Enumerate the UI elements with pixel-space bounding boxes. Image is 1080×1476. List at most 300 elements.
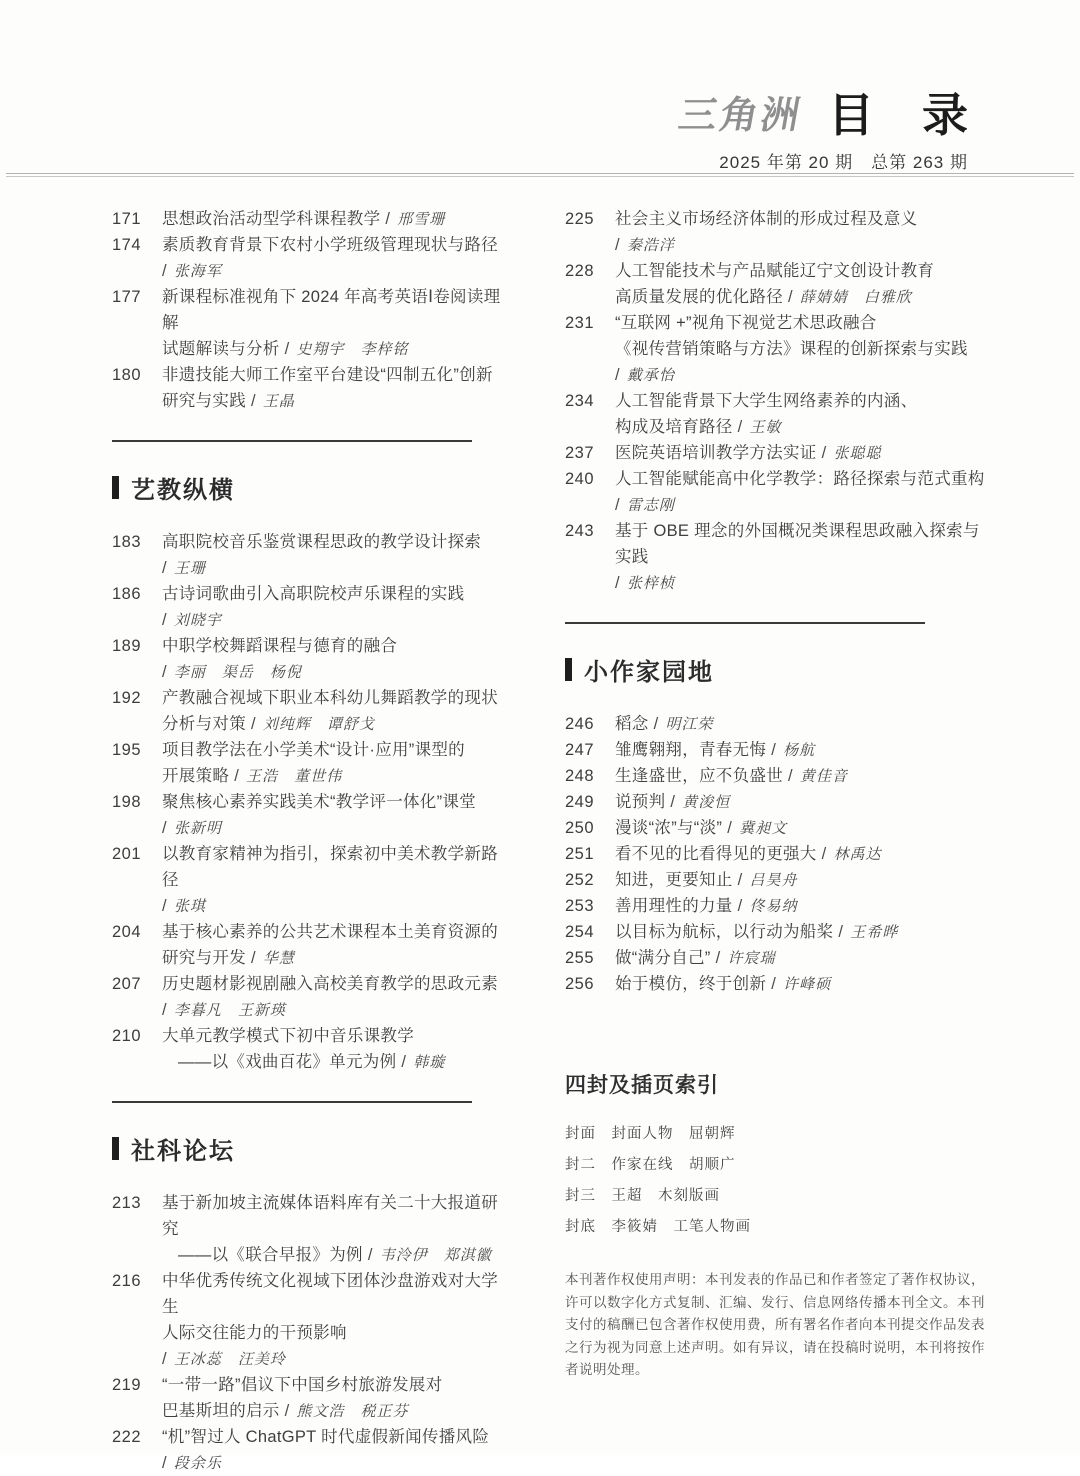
entry-page-number: 201 bbox=[112, 845, 142, 863]
entry-line bbox=[162, 206, 508, 232]
toc-entry bbox=[565, 841, 985, 867]
entry-title: 高职院校音乐鉴赏课程思政的教学设计探索 bbox=[162, 533, 482, 551]
author-separator: / bbox=[771, 741, 777, 759]
entry-author: 王浩 董世伟 bbox=[246, 767, 343, 785]
entry-line bbox=[615, 206, 985, 232]
entry-line bbox=[162, 1049, 508, 1075]
author-separator: / bbox=[162, 663, 167, 681]
entry-line bbox=[162, 633, 508, 659]
entry-title: 以目标为航标，以行动为船桨 bbox=[615, 923, 834, 941]
entry-line bbox=[162, 581, 508, 607]
entry-page-number: 247 bbox=[565, 741, 595, 759]
author-separator: / bbox=[821, 845, 827, 863]
entry-title: 基于核心素养的公共艺术课程本土美育资源的 bbox=[162, 923, 498, 941]
entry-title: 中职学校舞蹈课程与德育的融合 bbox=[162, 637, 398, 655]
entry-page-number: 246 bbox=[565, 715, 595, 733]
entry-line bbox=[162, 258, 508, 284]
toc-entry bbox=[112, 737, 508, 789]
entry-title: 生逢盛世，应不负盛世 bbox=[615, 767, 783, 785]
entry-page-number: 177 bbox=[112, 288, 142, 306]
entry-body bbox=[615, 206, 985, 258]
entry-title: 《视传营销策略与方法》课程的创新探索与实践 bbox=[615, 340, 968, 358]
entry-body bbox=[615, 971, 985, 997]
entry-page-number: 249 bbox=[565, 793, 595, 811]
entry-author: 张梓桢 bbox=[626, 574, 675, 592]
entry-author: 熊文浩 税正芬 bbox=[296, 1402, 409, 1420]
entry-line bbox=[615, 711, 985, 737]
entry-author: 薛婧婧 白雅欣 bbox=[799, 288, 912, 306]
entry-page-number: 234 bbox=[565, 392, 595, 410]
entry-line bbox=[615, 919, 985, 945]
entry-body bbox=[615, 945, 985, 971]
entry-title: 研究与实践 bbox=[162, 392, 246, 410]
entry-title: 项目教学法在小学美术“设计·应用”课型的 bbox=[162, 741, 465, 759]
entry-title: 看不见的比看得见的更强大 bbox=[615, 845, 817, 863]
toc-entry bbox=[112, 789, 508, 841]
entry-title: 医院英语培训教学方法实证 bbox=[615, 444, 817, 462]
entry-line bbox=[615, 815, 985, 841]
entry-line bbox=[162, 841, 508, 893]
section-divider bbox=[112, 1101, 472, 1103]
entry-line bbox=[162, 555, 508, 581]
entry-author: 王希晔 bbox=[850, 923, 899, 941]
entry-line bbox=[162, 659, 508, 685]
entry-body bbox=[162, 633, 508, 685]
entry-author: 林禹达 bbox=[833, 845, 882, 863]
entry-body bbox=[162, 737, 508, 789]
entry-line bbox=[615, 258, 985, 284]
entry-title: 巴基斯坦的启示 bbox=[162, 1402, 280, 1420]
author-separator: / bbox=[162, 559, 167, 577]
entry-title: “一带一路”倡议下中国乡村旅游发展对 bbox=[162, 1376, 443, 1394]
author-separator: / bbox=[821, 444, 827, 462]
author-separator: / bbox=[838, 923, 844, 941]
entry-line bbox=[615, 492, 985, 518]
entry-title: 中华优秀传统文化视域下团体沙盘游戏对大学生 bbox=[162, 1272, 498, 1316]
section-bar-icon bbox=[112, 1137, 119, 1160]
entry-author: 史翔宇 李梓铭 bbox=[296, 340, 409, 358]
section-title: 小作家园地 bbox=[584, 659, 714, 686]
entry-title: 构成及培育路径 bbox=[615, 418, 733, 436]
author-separator: / bbox=[401, 1053, 407, 1071]
author-separator: / bbox=[653, 715, 659, 733]
author-separator: / bbox=[771, 975, 777, 993]
section-header bbox=[112, 1131, 508, 1166]
toc-entry bbox=[565, 737, 985, 763]
entry-line bbox=[615, 388, 985, 414]
entry-page-number: 254 bbox=[565, 923, 595, 941]
entry-author: 王晶 bbox=[262, 392, 295, 410]
entry-author: 王珊 bbox=[173, 559, 206, 577]
entry-line bbox=[162, 1023, 508, 1049]
toc-entry bbox=[565, 518, 985, 596]
entry-author: 许峰硕 bbox=[783, 975, 832, 993]
entry-line bbox=[162, 362, 508, 388]
entry-title: ——以《联合早报》为例 bbox=[178, 1246, 363, 1264]
entry-body bbox=[615, 711, 985, 737]
toc-entry bbox=[565, 971, 985, 997]
toc-entry bbox=[112, 232, 508, 284]
entry-page-number: 222 bbox=[112, 1428, 142, 1446]
entry-page-number: 180 bbox=[112, 366, 142, 384]
entry-title: 非遗技能大师工作室平台建设“四制五化”创新 bbox=[162, 366, 493, 384]
entry-title: “机”智过人 ChatGPT 时代虚假新闻传播风险 bbox=[162, 1428, 490, 1446]
toc-entry bbox=[112, 362, 508, 414]
entry-page-number: 231 bbox=[565, 314, 595, 332]
entry-author: 黄佳音 bbox=[799, 767, 848, 785]
toc-entry bbox=[565, 867, 985, 893]
entry-title: 分析与对策 bbox=[162, 715, 246, 733]
entry-author: 张新明 bbox=[173, 819, 222, 837]
entry-line bbox=[162, 685, 508, 711]
entry-body bbox=[162, 1023, 508, 1075]
author-separator: / bbox=[162, 819, 167, 837]
toc-entry bbox=[112, 206, 508, 232]
entry-body bbox=[615, 867, 985, 893]
entry-page-number: 183 bbox=[112, 533, 142, 551]
author-separator: / bbox=[251, 715, 256, 733]
cover-index-items bbox=[565, 1119, 985, 1243]
entry-page-number: 237 bbox=[565, 444, 595, 462]
entry-title: 研究与开发 bbox=[162, 949, 246, 967]
author-separator: / bbox=[727, 819, 733, 837]
entry-line bbox=[162, 919, 508, 945]
entry-title: 说预判 bbox=[615, 793, 666, 811]
entry-body bbox=[615, 737, 985, 763]
entry-author: 李丽 渠岳 杨倪 bbox=[173, 663, 302, 681]
issue-info: 2025 年第 20 期 总第 263 期 bbox=[719, 153, 968, 172]
entry-title: 人工智能赋能高中化学教学：路径探索与范式重构 bbox=[615, 470, 985, 488]
entry-title: “互联网 +”视角下视觉艺术思政融合 bbox=[615, 314, 877, 332]
entry-line bbox=[615, 232, 985, 258]
entry-author: 佟易纳 bbox=[749, 897, 798, 915]
author-separator: / bbox=[284, 1402, 290, 1420]
entry-body bbox=[615, 841, 985, 867]
entry-page-number: 255 bbox=[565, 949, 595, 967]
entry-page-number: 198 bbox=[112, 793, 142, 811]
cover-index-item: 封二 作家在线 胡顺广 bbox=[565, 1157, 736, 1173]
entry-line bbox=[615, 841, 985, 867]
toc-entry bbox=[565, 310, 985, 388]
right-column bbox=[565, 206, 985, 1382]
toc-entry bbox=[112, 971, 508, 1023]
toc-entry bbox=[112, 633, 508, 685]
entry-line bbox=[162, 1190, 508, 1242]
entry-title: 知进，更要知止 bbox=[615, 871, 733, 889]
entry-line bbox=[162, 1320, 508, 1346]
section-divider bbox=[565, 622, 925, 624]
entry-body bbox=[615, 310, 985, 388]
entry-body bbox=[615, 815, 985, 841]
right-column-sections bbox=[565, 206, 985, 997]
entry-author: 许宸瑞 bbox=[727, 949, 776, 967]
toc-entry bbox=[565, 466, 985, 518]
entry-page-number: 240 bbox=[565, 470, 595, 488]
entry-body bbox=[162, 1190, 508, 1268]
entry-title: 基于 OBE 理念的外国概况类课程思政融入探索与实践 bbox=[615, 522, 980, 566]
toc-entry bbox=[565, 945, 985, 971]
entry-line bbox=[615, 362, 985, 388]
entry-body bbox=[162, 1372, 508, 1424]
author-separator: / bbox=[737, 418, 743, 436]
entry-author: 张琪 bbox=[173, 897, 206, 915]
entry-body bbox=[615, 919, 985, 945]
entry-line bbox=[615, 971, 985, 997]
entry-page-number: 243 bbox=[565, 522, 595, 540]
entry-author: 吕昊舟 bbox=[749, 871, 798, 889]
entry-line bbox=[162, 388, 508, 414]
entry-author: 冀昶文 bbox=[739, 819, 788, 837]
entry-title: 人工智能背景下大学生网络素养的内涵、 bbox=[615, 392, 918, 410]
entry-title: 大单元教学模式下初中音乐课教学 bbox=[162, 1027, 414, 1045]
entry-line bbox=[615, 414, 985, 440]
author-separator: / bbox=[162, 1001, 167, 1019]
author-separator: / bbox=[251, 949, 256, 967]
section-title: 艺教纵横 bbox=[131, 477, 235, 504]
entry-line bbox=[162, 1398, 508, 1424]
entry-author: 王敏 bbox=[749, 418, 782, 436]
toc-entry bbox=[565, 440, 985, 466]
entry-line bbox=[615, 440, 985, 466]
section-header bbox=[112, 470, 508, 505]
entry-page-number: 210 bbox=[112, 1027, 142, 1045]
author-separator: / bbox=[162, 897, 167, 915]
entry-title: 社会主义市场经济体制的形成过程及意义 bbox=[615, 210, 918, 228]
entry-line bbox=[615, 466, 985, 492]
entry-line bbox=[162, 711, 508, 737]
page-title: 目 录 bbox=[827, 88, 984, 142]
section-title: 社科论坛 bbox=[131, 1138, 235, 1165]
entry-title: 雏鹰翱翔，青春无悔 bbox=[615, 741, 767, 759]
entry-line bbox=[162, 1268, 508, 1320]
entry-author: 戴承怡 bbox=[626, 366, 675, 384]
entry-title: 素质教育背景下农村小学班级管理现状与路径 bbox=[162, 236, 498, 254]
author-separator: / bbox=[234, 767, 240, 785]
entry-page-number: 216 bbox=[112, 1272, 142, 1290]
entry-page-number: 228 bbox=[565, 262, 595, 280]
author-separator: / bbox=[788, 767, 793, 785]
entry-title: 人工智能技术与产品赋能辽宁文创设计教育 bbox=[615, 262, 935, 280]
header-divider bbox=[6, 173, 1074, 177]
entry-body bbox=[162, 529, 508, 581]
toc-entry bbox=[565, 789, 985, 815]
entry-title: 聚焦核心素养实践美术“教学评一体化”课堂 bbox=[162, 793, 476, 811]
entry-author: 杨航 bbox=[783, 741, 816, 759]
entry-author: 华慧 bbox=[262, 949, 295, 967]
author-separator: / bbox=[615, 236, 620, 254]
toc-entry bbox=[112, 581, 508, 633]
entry-author: 明江荣 bbox=[665, 715, 714, 733]
entry-body bbox=[162, 232, 508, 284]
entry-line bbox=[162, 529, 508, 555]
entry-title: 古诗词歌曲引入高职院校声乐课程的实践 bbox=[162, 585, 465, 603]
entry-author: 刘晓宇 bbox=[173, 611, 222, 629]
entry-line bbox=[162, 336, 508, 362]
masthead bbox=[675, 88, 984, 173]
entry-line bbox=[615, 737, 985, 763]
entry-body bbox=[162, 971, 508, 1023]
entry-line bbox=[162, 232, 508, 258]
entry-author: 刘纯辉 谭舒戈 bbox=[262, 715, 375, 733]
entry-line bbox=[162, 997, 508, 1023]
journal-logo: 三角洲 bbox=[675, 93, 807, 137]
toc-entry bbox=[565, 763, 985, 789]
left-column bbox=[112, 206, 508, 1476]
toc-entry bbox=[112, 1424, 508, 1476]
author-separator: / bbox=[367, 1246, 373, 1264]
entry-page-number: 174 bbox=[112, 236, 142, 254]
entry-body bbox=[615, 440, 985, 466]
entry-body bbox=[162, 284, 508, 362]
entry-body bbox=[615, 466, 985, 518]
entry-page-number: 207 bbox=[112, 975, 142, 993]
entry-author: 王冰蕊 汪美玲 bbox=[173, 1350, 286, 1368]
entry-body bbox=[162, 919, 508, 971]
entry-page-number: 213 bbox=[112, 1194, 142, 1212]
entry-author: 韦泠伊 郑淇徽 bbox=[379, 1246, 492, 1264]
author-separator: / bbox=[284, 340, 290, 358]
entry-body bbox=[162, 685, 508, 737]
toc-entry bbox=[565, 711, 985, 737]
copyright-notice: 本刊著作权使用声明：本刊发表的作品已和作者签定了著作权协议，许可以数字化方式复制、汇编、发行、信息网络传播本刊全文。本刊支付的稿酬已包含著作权使用费，所有署名作者向本刊提交作品发表之行为视为同意上述声明。如有异议，请在投稿时说明，本刊将按作者说明处理。 bbox=[565, 1272, 985, 1378]
cover-index-item: 封三 王超 木刻版画 bbox=[565, 1188, 720, 1204]
entry-title: 漫谈“浓”与“淡” bbox=[615, 819, 723, 837]
author-separator: / bbox=[162, 262, 167, 280]
entry-author: 韩璇 bbox=[413, 1053, 446, 1071]
entry-line bbox=[162, 893, 508, 919]
entry-title: 做“满分自己” bbox=[615, 949, 711, 967]
entry-page-number: 189 bbox=[112, 637, 142, 655]
entry-author: 李暮凡 王新瑛 bbox=[173, 1001, 286, 1019]
entry-author: 黄浚恒 bbox=[682, 793, 731, 811]
entry-page-number: 225 bbox=[565, 210, 595, 228]
entry-line bbox=[162, 607, 508, 633]
author-separator: / bbox=[615, 496, 620, 514]
entry-page-number: 256 bbox=[565, 975, 595, 993]
entry-line bbox=[162, 945, 508, 971]
author-separator: / bbox=[162, 611, 167, 629]
entry-line bbox=[162, 737, 508, 763]
cover-index-item: 封底 李筱婧 工笔人物画 bbox=[565, 1219, 751, 1235]
entry-body bbox=[162, 841, 508, 919]
author-separator: / bbox=[670, 793, 676, 811]
entry-page-number: 251 bbox=[565, 845, 595, 863]
entry-page-number: 253 bbox=[565, 897, 595, 915]
entry-body bbox=[615, 789, 985, 815]
entry-line bbox=[615, 518, 985, 570]
entry-line bbox=[162, 284, 508, 336]
author-separator: / bbox=[615, 366, 620, 384]
toc-entry bbox=[112, 1268, 508, 1372]
entry-line bbox=[615, 945, 985, 971]
entry-title: ——以《戏曲百花》单元为例 bbox=[178, 1053, 397, 1071]
section-divider bbox=[112, 440, 472, 442]
toc-entry bbox=[112, 284, 508, 362]
author-separator: / bbox=[162, 1350, 167, 1368]
author-separator: / bbox=[788, 288, 793, 306]
toc-entry bbox=[112, 685, 508, 737]
entry-title: 始于模仿，终于创新 bbox=[615, 975, 767, 993]
entry-title: 思想政治活动型学科课程教学 bbox=[162, 210, 381, 228]
entry-title: 以教育家精神为指引，探索初中美术教学新路径 bbox=[162, 845, 498, 889]
entry-body bbox=[615, 893, 985, 919]
entry-line bbox=[162, 1242, 508, 1268]
entry-line bbox=[615, 893, 985, 919]
cover-index bbox=[565, 1069, 985, 1243]
entry-page-number: 171 bbox=[112, 210, 142, 228]
entry-line bbox=[162, 1346, 508, 1372]
entry-line bbox=[162, 971, 508, 997]
toc-entry bbox=[112, 529, 508, 581]
entry-line bbox=[162, 789, 508, 815]
section-bar-icon bbox=[112, 476, 119, 499]
entry-author: 张聪聪 bbox=[833, 444, 882, 462]
author-separator: / bbox=[737, 897, 743, 915]
entry-line bbox=[615, 284, 985, 310]
toc-entry bbox=[112, 1372, 508, 1424]
entry-title: 稻念 bbox=[615, 715, 649, 733]
entry-line bbox=[162, 763, 508, 789]
toc-entry bbox=[112, 1023, 508, 1075]
entry-author: 段余乐 bbox=[173, 1454, 222, 1472]
toc-entry bbox=[112, 1190, 508, 1268]
entry-title: 试题解读与分析 bbox=[162, 340, 280, 358]
toc-entry bbox=[565, 815, 985, 841]
author-separator: / bbox=[737, 871, 743, 889]
entry-body bbox=[615, 763, 985, 789]
entry-body bbox=[162, 362, 508, 414]
entry-body bbox=[162, 581, 508, 633]
entry-line bbox=[615, 763, 985, 789]
toc-entry bbox=[565, 388, 985, 440]
entry-title: 产教融合视域下职业本科幼儿舞蹈教学的现状 bbox=[162, 689, 498, 707]
author-separator: / bbox=[162, 1454, 167, 1472]
entry-page-number: 219 bbox=[112, 1376, 142, 1394]
entry-title: 新课程标准视角下 2024 年高考英语Ⅰ卷阅读理解 bbox=[162, 288, 501, 332]
entry-page-number: 192 bbox=[112, 689, 142, 707]
entry-line bbox=[162, 1450, 508, 1476]
entry-page-number: 250 bbox=[565, 819, 595, 837]
entry-page-number: 204 bbox=[112, 923, 142, 941]
entry-body bbox=[162, 206, 508, 232]
entry-line bbox=[615, 336, 985, 362]
entry-page-number: 195 bbox=[112, 741, 142, 759]
entry-line bbox=[162, 815, 508, 841]
entry-title: 历史题材影视剧融入高校美育教学的思政元素 bbox=[162, 975, 498, 993]
section-header bbox=[565, 652, 985, 687]
entry-line bbox=[162, 1372, 508, 1398]
entry-author: 雷志刚 bbox=[626, 496, 675, 514]
entry-line bbox=[162, 1424, 508, 1450]
entry-title: 开展策略 bbox=[162, 767, 230, 785]
cover-index-title: 四封及插页索引 bbox=[565, 1072, 719, 1097]
toc-entry bbox=[565, 258, 985, 310]
author-separator: / bbox=[615, 574, 620, 592]
entry-page-number: 248 bbox=[565, 767, 595, 785]
author-separator: / bbox=[715, 949, 721, 967]
entry-page-number: 186 bbox=[112, 585, 142, 603]
entry-author: 张海军 bbox=[173, 262, 222, 280]
entry-body bbox=[162, 789, 508, 841]
toc-entry bbox=[565, 206, 985, 258]
author-separator: / bbox=[251, 392, 256, 410]
entry-author: 秦浩洋 bbox=[626, 236, 675, 254]
toc-entry bbox=[565, 893, 985, 919]
toc-entry bbox=[112, 919, 508, 971]
entry-line bbox=[615, 789, 985, 815]
entry-line bbox=[615, 570, 985, 596]
author-separator: / bbox=[385, 210, 391, 228]
